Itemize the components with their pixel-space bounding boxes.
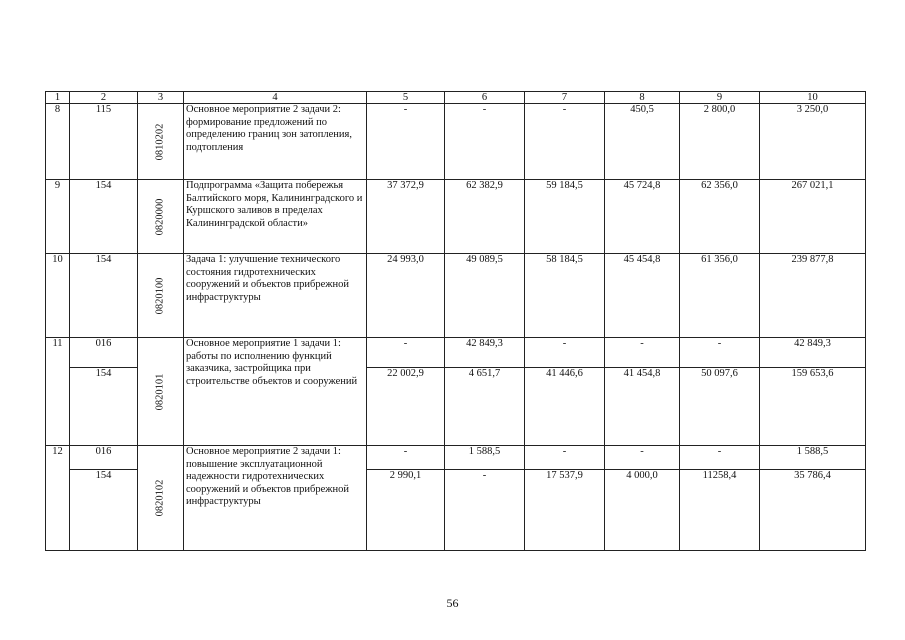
value-col8: 450,5 bbox=[605, 104, 680, 180]
value-col5: 22 002,9 bbox=[367, 368, 445, 446]
value-col10: 267 021,1 bbox=[760, 180, 866, 254]
admin-code: 154 bbox=[70, 368, 138, 446]
value-col7: - bbox=[525, 104, 605, 180]
admin-code: 154 bbox=[70, 180, 138, 254]
description: Основное мероприятие 1 задачи 1: работы по исполнению функций заказчика, застройщика при строительстве объектов и сооружений bbox=[184, 338, 367, 446]
value-col6: 1 588,5 bbox=[445, 446, 525, 470]
row-number: 9 bbox=[46, 180, 70, 254]
value-col7: - bbox=[525, 338, 605, 368]
header-cell: 6 bbox=[445, 92, 525, 104]
value-col9: - bbox=[680, 446, 760, 470]
program-code: 0820101 bbox=[154, 373, 166, 410]
value-col6: 42 849,3 bbox=[445, 338, 525, 368]
table-row bbox=[46, 446, 866, 470]
header-row bbox=[46, 92, 866, 104]
header-cell: 4 bbox=[184, 92, 367, 104]
page-number: 56 bbox=[446, 596, 459, 610]
description: Основное мероприятие 2 задачи 1: повышение эксплуатационной надежности гидротехнических сооружений и объектов прибрежной инфраструктуры bbox=[184, 446, 367, 551]
header-cell: 8 bbox=[605, 92, 680, 104]
value-col10: 1 588,5 bbox=[760, 446, 866, 470]
admin-code: 016 bbox=[70, 446, 138, 470]
table-row bbox=[46, 180, 866, 254]
program-code: 0820102 bbox=[154, 479, 166, 517]
header-cell: 7 bbox=[525, 92, 605, 104]
program-code-cell bbox=[138, 338, 184, 446]
admin-code: 115 bbox=[70, 104, 138, 180]
header-cell: 2 bbox=[70, 92, 138, 104]
value-col6: 4 651,7 bbox=[445, 368, 525, 446]
value-col7: - bbox=[525, 446, 605, 470]
value-col8: - bbox=[605, 446, 680, 470]
value-col10: 42 849,3 bbox=[760, 338, 866, 368]
value-col7: 58 184,5 bbox=[525, 254, 605, 338]
value-col5: - bbox=[367, 338, 445, 368]
header-cell: 9 bbox=[680, 92, 760, 104]
header-cell: 1 bbox=[46, 92, 70, 104]
program-code-cell bbox=[138, 446, 184, 551]
value-col5: - bbox=[367, 104, 445, 180]
value-col5: - bbox=[367, 446, 445, 470]
row-number: 8 bbox=[46, 104, 70, 180]
budget-table bbox=[45, 91, 866, 551]
program-code: 0820100 bbox=[154, 277, 166, 314]
value-col6: - bbox=[445, 104, 525, 180]
header-cell: 10 bbox=[760, 92, 866, 104]
value-col6: 62 382,9 bbox=[445, 180, 525, 254]
description: Подпрограмма «Защита побережья Балтийского моря, Калининградского и Куршского заливов в пределах Калининградской области» bbox=[184, 180, 367, 254]
value-col10: 3 250,0 bbox=[760, 104, 866, 180]
value-col8: 41 454,8 bbox=[605, 368, 680, 446]
table-row bbox=[46, 254, 866, 338]
admin-code: 154 bbox=[70, 254, 138, 338]
value-col7: 41 446,6 bbox=[525, 368, 605, 446]
header-cell: 5 bbox=[367, 92, 445, 104]
value-col9: 50 097,6 bbox=[680, 368, 760, 446]
row-number: 10 bbox=[46, 254, 70, 338]
value-col10: 239 877,8 bbox=[760, 254, 866, 338]
program-code-cell bbox=[138, 254, 184, 338]
value-col6: 49 089,5 bbox=[445, 254, 525, 338]
value-col8: 4 000,0 bbox=[605, 470, 680, 551]
table-row bbox=[46, 104, 866, 180]
value-col5: 24 993,0 bbox=[367, 254, 445, 338]
value-col9: 2 800,0 bbox=[680, 104, 760, 180]
value-col9: 11258,4 bbox=[680, 470, 760, 551]
program-code-cell bbox=[138, 104, 184, 180]
value-col7: 59 184,5 bbox=[525, 180, 605, 254]
header-cell: 3 bbox=[138, 92, 184, 104]
value-col9: 61 356,0 bbox=[680, 254, 760, 338]
program-code: 0810202 bbox=[154, 123, 166, 160]
value-col8: - bbox=[605, 338, 680, 368]
value-col8: 45 454,8 bbox=[605, 254, 680, 338]
value-col10: 159 653,6 bbox=[760, 368, 866, 446]
value-col9: - bbox=[680, 338, 760, 368]
value-col9: 62 356,0 bbox=[680, 180, 760, 254]
value-col8: 45 724,8 bbox=[605, 180, 680, 254]
value-col5: 2 990,1 bbox=[367, 470, 445, 551]
table-row bbox=[46, 338, 866, 368]
program-code-cell bbox=[138, 180, 184, 254]
value-col10: 35 786,4 bbox=[760, 470, 866, 551]
description: Основное мероприятие 2 задачи 2: формирование предложений по определению границ зон затопления, подтопления bbox=[184, 104, 367, 180]
admin-code: 016 bbox=[70, 338, 138, 368]
program-code: 0820000 bbox=[154, 198, 166, 235]
value-col6: - bbox=[445, 470, 525, 551]
value-col5: 37 372,9 bbox=[367, 180, 445, 254]
description: Задача 1: улучшение технического состояния гидротехнических сооружений и объектов прибрежной инфраструктуры bbox=[184, 254, 367, 338]
admin-code: 154 bbox=[70, 470, 138, 551]
value-col7: 17 537,9 bbox=[525, 470, 605, 551]
row-number: 11 bbox=[46, 338, 70, 446]
row-number: 12 bbox=[46, 446, 70, 551]
